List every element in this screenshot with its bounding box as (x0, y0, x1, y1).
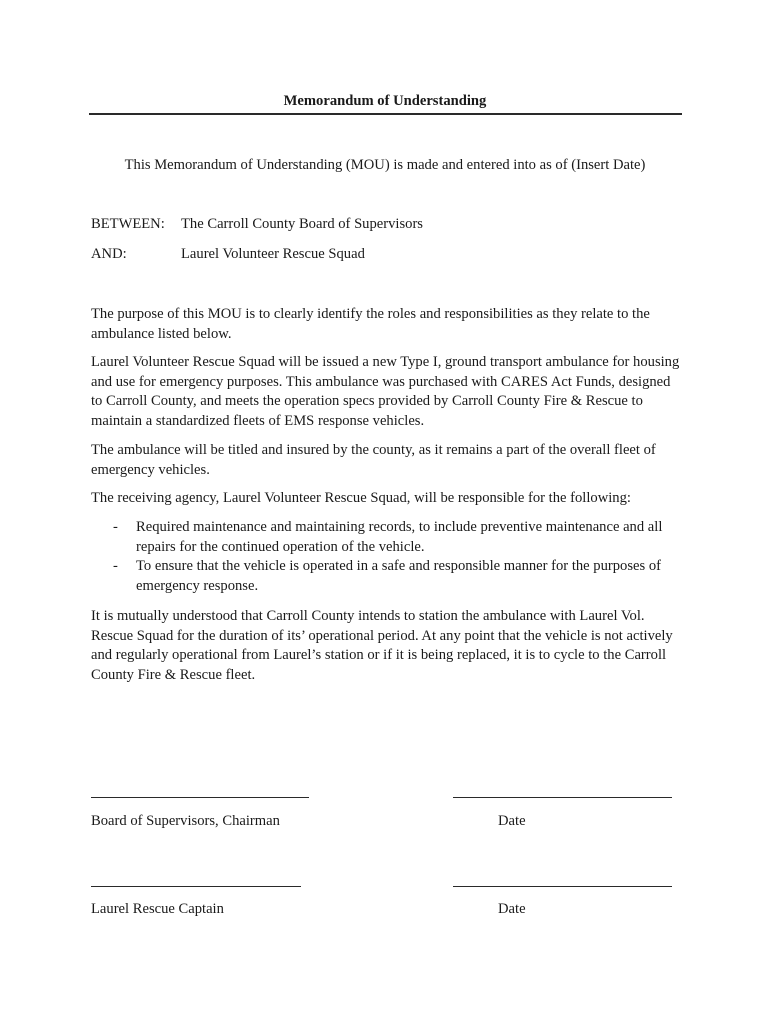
captain-signature-line (91, 886, 301, 887)
chairman-date-label: Date (498, 813, 526, 829)
chairman-signature-line (91, 797, 309, 798)
bullet-dash: - (113, 558, 118, 574)
and-label: AND: (91, 246, 127, 262)
intro-statement: This Memorandum of Understanding (MOU) is made and entered into as of (Insert Date) (124, 157, 646, 173)
document-title: Memorandum of Understanding (283, 93, 487, 109)
title-underline-rule (89, 113, 682, 115)
captain-date-label: Date (498, 901, 526, 917)
and-party-name: Laurel Volunteer Rescue Squad (181, 246, 365, 262)
closing-paragraph: It is mutually understood that Carroll County intends to station the ambulance with Laurel Vol. Rescue Squad for the duration of its’ operational period. At any point that the vehicle is not actively and regularly operational from Laurel’s station or if it is being replaced, it is to cycle to the Carroll County Fire & Rescue fleet. (91, 608, 673, 683)
responsibilities-intro-paragraph: The receiving agency, Laurel Volunteer Rescue Squad, will be responsible for the following: (91, 490, 631, 506)
captain-signature-label: Laurel Rescue Captain (91, 901, 224, 917)
issuance-paragraph: Laurel Volunteer Rescue Squad will be issued a new Type I, ground transport ambulance for housing and use for emergency purposes. This ambulance was purchased with CARES Act Funds, designed to Carroll County, and meets the operation specs provided by Carroll County Fire & Rescue to maintain a standardized fleets of EMS response vehicles. (91, 354, 680, 429)
chairman-signature-label: Board of Supervisors, Chairman (91, 813, 280, 829)
between-label: BETWEEN: (91, 216, 165, 232)
list-item (91, 518, 681, 557)
chairman-date-line (453, 797, 672, 798)
responsibilities-list (91, 518, 681, 596)
party-between-row (91, 216, 423, 233)
titling-paragraph: The ambulance will be titled and insured by the county, as it remains a part of the overall fleet of emergency vehicles. (91, 442, 656, 478)
party-and-row (91, 246, 365, 263)
list-item (91, 557, 681, 596)
list-item-text: To ensure that the vehicle is operated in a safe and responsible manner for the purposes of emergency response. (136, 558, 661, 594)
between-party-name: The Carroll County Board of Supervisors (181, 216, 423, 232)
list-item-text: Required maintenance and maintaining records, to include preventive maintenance and all repairs for the continued operation of the vehicle. (136, 519, 663, 555)
bullet-dash: - (113, 519, 118, 535)
captain-date-line (453, 886, 672, 887)
purpose-paragraph: The purpose of this MOU is to clearly identify the roles and responsibilities as they relate to the ambulance listed below. (91, 306, 650, 342)
